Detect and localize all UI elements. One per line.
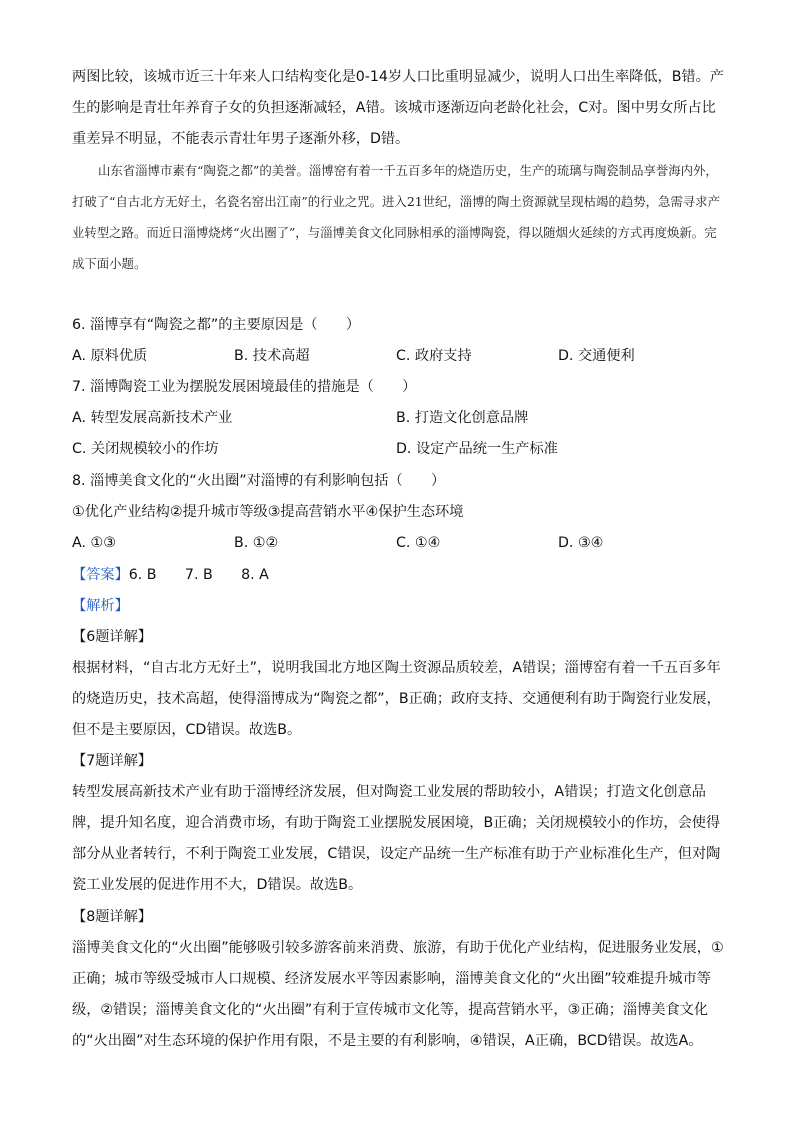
q7-option-a: A. 转型发展高新技术产业 bbox=[72, 410, 233, 426]
question-7-stem: 7. 淄博陶瓷工业为摆脱发展困境最佳的措施是（ ） bbox=[72, 379, 417, 395]
answer-values: 6. B 7. B 8. A bbox=[128, 567, 269, 583]
q8-option-d: D. ③④ bbox=[558, 535, 604, 551]
answer-line bbox=[72, 560, 269, 591]
q8-option-b: B. ①② bbox=[234, 535, 279, 551]
question-6-stem: 6. 淄博享有“陶瓷之都”的主要原因是（ ） bbox=[72, 317, 361, 333]
intro-paragraph: 两图比较，该城市近三十年来人口结构变化是0-14岁人口比重明显减少，说明人口出生率降低，B错。产生的影响是青壮年养育子女的负担逐渐减轻，A错。该城市逐渐迈向老龄化社会，C对。图中男女所占比重差异不明显，不能表示青壮年男子逐渐外移，D错。 bbox=[72, 69, 724, 147]
detail-7-label: 【7题详解】 bbox=[72, 753, 152, 769]
q7-option-c: C. 关闭规模较小的作坊 bbox=[72, 441, 219, 457]
detail-6-label: 【6题详解】 bbox=[72, 629, 152, 645]
q6-option-c: C. 政府支持 bbox=[396, 348, 472, 364]
detail-8-label: 【8题详解】 bbox=[72, 909, 152, 925]
q6-option-b: B. 技术高超 bbox=[234, 348, 310, 364]
q8-items: ①优化产业结构②提升城市等级③提高营销水平④保护生态环境 bbox=[72, 504, 464, 520]
detail-7-text: 转型发展高新技术产业有助于淄博经济发展，但对陶瓷工业发展的帮助较小，A错误；打造文化创意品牌，提升知名度，迎合消费市场，有助于陶瓷工业摆脱发展困境，B正确；关闭规模较小的作坊，会使得部分从业者转行，不利于陶瓷工业发展，C错误，设定产品统一生产标准有助于产业标准化生产，但对陶瓷工业发展的促进作用不大，D错误。故选B。 bbox=[72, 784, 721, 893]
detail-8-text: 淄博美食文化的“火出圈”能够吸引较多游客前来消费、旅游，有助于优化产业结构，促进服务业发展，①正确；城市等级受城市人口规模、经济发展水平等因素影响，淄博美食文化的“火出圈”较难提升城市等级，②错误；淄博美食文化的“火出圈”有利于宣传城市文化等，提高营销水平，③正确；淄博美食文化的“火出圈”对生态环境的保护作用有限，不是主要的有利影响，④错误，A正确，BCD错误。故选A。 bbox=[72, 940, 724, 1049]
q7-option-d: D. 设定产品统一生产标准 bbox=[396, 441, 558, 457]
detail-6-text: 根据材料，“自古北方无好土”，说明我国北方地区陶土资源品质较差，A错误；淄博窑有着一千五百多年的烧造历史，技术高超，使得淄博成为“陶瓷之都”，B正确；政府支持、交通便利有助于陶瓷行业发展，但不是主要原因，CD错误。故选B。 bbox=[72, 660, 721, 738]
q6-option-a: A. 原料优质 bbox=[72, 348, 148, 364]
q7-option-b: B. 打造文化创意品牌 bbox=[396, 410, 529, 426]
q8-option-c: C. ①④ bbox=[396, 535, 441, 551]
answer-label: 【答案】 bbox=[72, 567, 129, 583]
analysis-label: 【解析】 bbox=[72, 598, 129, 614]
material-passage: 山东省淄博市素有“陶瓷之都”的美誉。淄博窑有着一千五百多年的烧造历史，生产的琉璃与陶瓷制品享誉海内外，打破了“自古北方无好土，名瓷名窑出江南”的行业之咒。进入21世纪，淄博的陶土资源就呈现枯竭的趋势，急需寻求产业转型之路。而近日淄博烧烤“火出圈了”，与淄博美食文化同脉相承的淄博陶瓷，得以随烟火延续的方式再度焕新。完成下面小题。 bbox=[72, 163, 720, 271]
question-8-stem: 8. 淄博美食文化的“火出圈”对淄博的有利影响包括（ ） bbox=[72, 473, 446, 489]
q8-option-a: A. ①③ bbox=[72, 535, 116, 551]
q6-option-d: D. 交通便利 bbox=[558, 348, 635, 364]
